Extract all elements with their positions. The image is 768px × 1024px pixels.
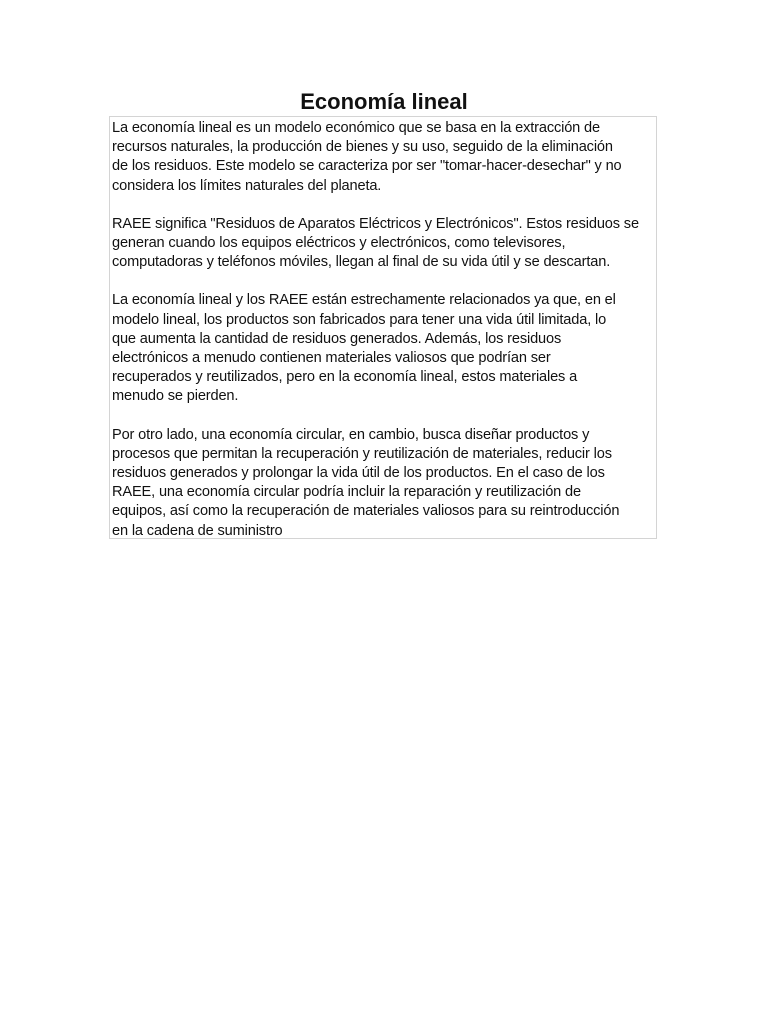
paragraph-raee-definition: RAEE significa "Residuos de Aparatos Eléctricos y Electrónicos". Estos residuos se generan cuando los equipos eléctricos y electrónicos, como televisores, computadoras y teléfonos móviles, llegan al final de su vida útil y se descartan.: [112, 215, 639, 271]
page-title: Economía lineal: [300, 89, 468, 114]
text-box: [109, 116, 657, 539]
paragraph-relationship: La economía lineal y los RAEE están estrechamente relacionados ya que, en el modelo lineal, los productos son fabricados para tener una vida útil limitada, lo que aumenta la cantidad de residuos generados. Además, los residuos electrónicos a menudo contienen materiales valiosos que podrían ser recuperados y reutilizados, pero en la economía lineal, estos materiales a menudo se pierden.: [112, 292, 616, 405]
paragraph-circular-economy: Por otro lado, una economía circular, en cambio, busca diseñar productos y procesos que permitan la recuperación y reutilización de materiales, reducir los residuos generados y prolongar la vida útil de los productos. En el caso de los RAEE, una economía circular podría incluir la reparación y reutilización de equipos, así como la recuperación de materiales valiosos para su reintroducción en la cadena de suministro: [112, 426, 620, 539]
paragraph-linear-economy: La economía lineal es un modelo económico que se basa en la extracción de recursos naturales, la producción de bienes y su uso, seguido de la eliminación de los residuos. Este modelo se caracteriza por ser "tomar-hacer-desechar" y no considera los límites naturales del planeta.: [112, 120, 622, 194]
